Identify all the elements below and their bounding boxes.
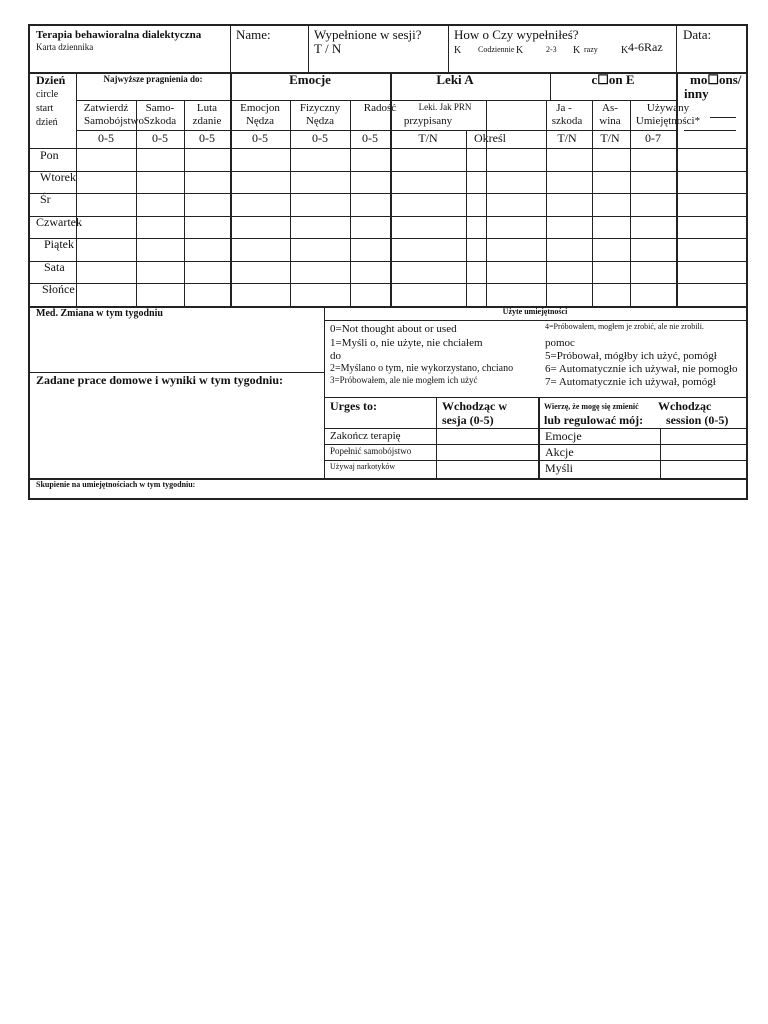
day-row-label: Słońce	[42, 282, 75, 296]
emotion-col-2-line2: Nędza	[305, 115, 335, 127]
scale-con-2: T/N	[600, 131, 620, 145]
believe-title-1: Wierzę, że mogę się zmienić	[544, 402, 639, 411]
con-col-3-line2: Umiejętności*	[635, 115, 701, 127]
day-row-label: Śr	[40, 192, 51, 206]
form-subtitle: Karta dziennika	[36, 42, 94, 52]
skills-right-2: 5=Próbował, mógłby ich użyć, pomógł	[545, 350, 717, 362]
skills-left-3: 2=Myślano o tym, nie wykorzystano, chciano	[330, 363, 514, 374]
believe-entry-cells[interactable]	[661, 429, 745, 477]
how-option-daily: Codziennie	[478, 45, 515, 54]
emotion-col-3-line1: Radość	[363, 102, 397, 114]
scale-emotion-1: 0-5	[252, 131, 268, 145]
believe-row-label: Myśli	[545, 461, 574, 475]
skills-left-4: 3=Próbowałem, ale nie mogłem ich użyć	[330, 375, 478, 385]
scale-con-1: T/N	[557, 131, 577, 145]
urge-row-label: Popełnić samobójstwo	[330, 446, 412, 456]
scale-urge-2: 0-5	[152, 131, 168, 145]
scale-emotion-2: 0-5	[312, 131, 328, 145]
scale-med-specify: Określ	[474, 131, 506, 145]
homework-label: Zadane prace domowe i wyniki w tym tygodniu:	[36, 373, 284, 387]
skills-left-1: 1=Myśli o, nie użyte, nie chciałem	[330, 337, 483, 349]
skills-right-0: 4=Próbowałem, mogłem je zrobić, ale nie zrobili.	[545, 322, 704, 331]
how-option-k1[interactable]: K	[454, 45, 462, 56]
con-col-3-line1: Używany	[646, 102, 690, 114]
believe-row-label: Akcje	[545, 445, 574, 459]
skills-used-title: Użyte umiejętności	[502, 307, 568, 316]
urge-col-1-line2: Samobójstwo	[84, 115, 144, 127]
skills-right-3: 6= Automatycznie ich używał, nie pomogło	[545, 363, 738, 375]
scale-med-yn: T/N	[418, 131, 438, 145]
diary-card	[28, 24, 748, 500]
urge-col-2-line1: Samo-	[145, 102, 175, 114]
how-option-4-6: 4-6	[628, 40, 644, 54]
scale-con-3: 0-7	[645, 131, 661, 145]
motions-label: mo☐ons/	[690, 72, 742, 87]
urges-to-title: Urges to:	[330, 399, 377, 413]
scale-urge-1: 0-5	[98, 131, 114, 145]
believe-in-label-2: session (0-5)	[666, 413, 729, 427]
med-change-field[interactable]	[32, 322, 322, 370]
behaviors-group-label: c☐on E	[591, 72, 635, 87]
urges-in-label-2: sesja (0-5)	[442, 413, 494, 427]
con-col-1-line1: Ja -	[556, 102, 572, 114]
filled-in-session-options[interactable]: T / N	[314, 41, 342, 56]
skills-right-1: pomoc	[545, 337, 575, 349]
skills-right-4: 7= Automatycznie ich używał, pomógł	[545, 376, 716, 388]
date-label: Data:	[683, 27, 712, 42]
urge-col-3-line1: Luta	[196, 102, 218, 114]
day-row-label: Pon	[40, 148, 59, 162]
med-col-line2: przypisany	[403, 115, 453, 127]
day-row-label: Piątek	[44, 237, 74, 251]
scale-urge-3: 0-5	[199, 131, 215, 145]
day-sub-3: dzień	[36, 117, 58, 128]
how-often-label: How o Czy wypełniłeś?	[454, 27, 579, 42]
day-sub-1: circle	[36, 89, 59, 100]
urges-entry-cells[interactable]	[437, 429, 537, 477]
con-col-2-line1: As-	[602, 102, 618, 114]
daily-entries-grid[interactable]	[77, 149, 676, 306]
day-row-label: Wtorek	[40, 170, 76, 184]
name-label: Name:	[236, 27, 271, 42]
believe-in-label-1: Wchodząc	[658, 399, 712, 413]
day-row-label: Czwartek	[36, 215, 82, 229]
urge-col-2-line2: Szkoda	[143, 115, 177, 127]
homework-field[interactable]	[32, 390, 322, 476]
emotions-group-label: Emocje	[289, 72, 331, 87]
how-option-once: Raz	[644, 40, 663, 54]
con-col-2-line2: wina	[599, 115, 621, 127]
how-option-2-3: 2-3	[546, 45, 557, 54]
emotion-col-2-line1: Fizyczny	[299, 102, 341, 114]
skills-focus-label: Skupienie na umiejętnościach w tym tygodniu:	[36, 480, 196, 489]
other-label: inny	[684, 86, 709, 101]
skills-focus-field[interactable]	[230, 480, 744, 498]
how-option-k2[interactable]: K	[516, 45, 524, 56]
skills-left-2: do	[330, 350, 341, 362]
meds-group-label: Leki A	[436, 72, 474, 87]
believe-title-2: lub regulować mój:	[544, 413, 644, 427]
skills-left-0: 0=Not thought about or used	[330, 323, 457, 335]
urges-group-label: Najwyższe pragnienia do:	[103, 74, 203, 84]
med-col-line1: Leki. Jak PRN	[418, 102, 472, 112]
urge-col-3-line2: zdanie	[192, 115, 222, 127]
name-field[interactable]	[258, 28, 308, 68]
urge-col-1-line1: Zatwierdź	[83, 102, 129, 114]
urge-row-label: Używaj narkotyków	[330, 462, 396, 471]
how-option-times: razy	[584, 45, 598, 54]
filled-in-session-label: Wypełnione w sesji?	[314, 27, 422, 42]
urges-in-label-1: Wchodząc w	[442, 399, 507, 413]
form-title: Terapia behawioralna dialektyczna	[36, 29, 202, 41]
urge-row-label: Zakończ terapię	[330, 430, 401, 442]
con-col-1-line2: szkoda	[551, 115, 583, 127]
day-label: Dzień	[36, 73, 66, 87]
day-sub-2: start	[36, 103, 54, 114]
date-field[interactable]	[678, 42, 748, 70]
how-option-k4[interactable]: K	[621, 45, 629, 56]
emotion-col-1-line1: Emocjon	[240, 102, 280, 114]
believe-row-label: Emocje	[545, 429, 582, 443]
emotion-col-1-line2: Nędza	[245, 115, 275, 127]
scale-emotion-3: 0-5	[362, 131, 378, 145]
med-change-label: Med. Zmiana w tym tygodniu	[36, 308, 163, 319]
day-row-label: Sata	[44, 260, 65, 274]
how-option-k3[interactable]: K	[573, 45, 581, 56]
